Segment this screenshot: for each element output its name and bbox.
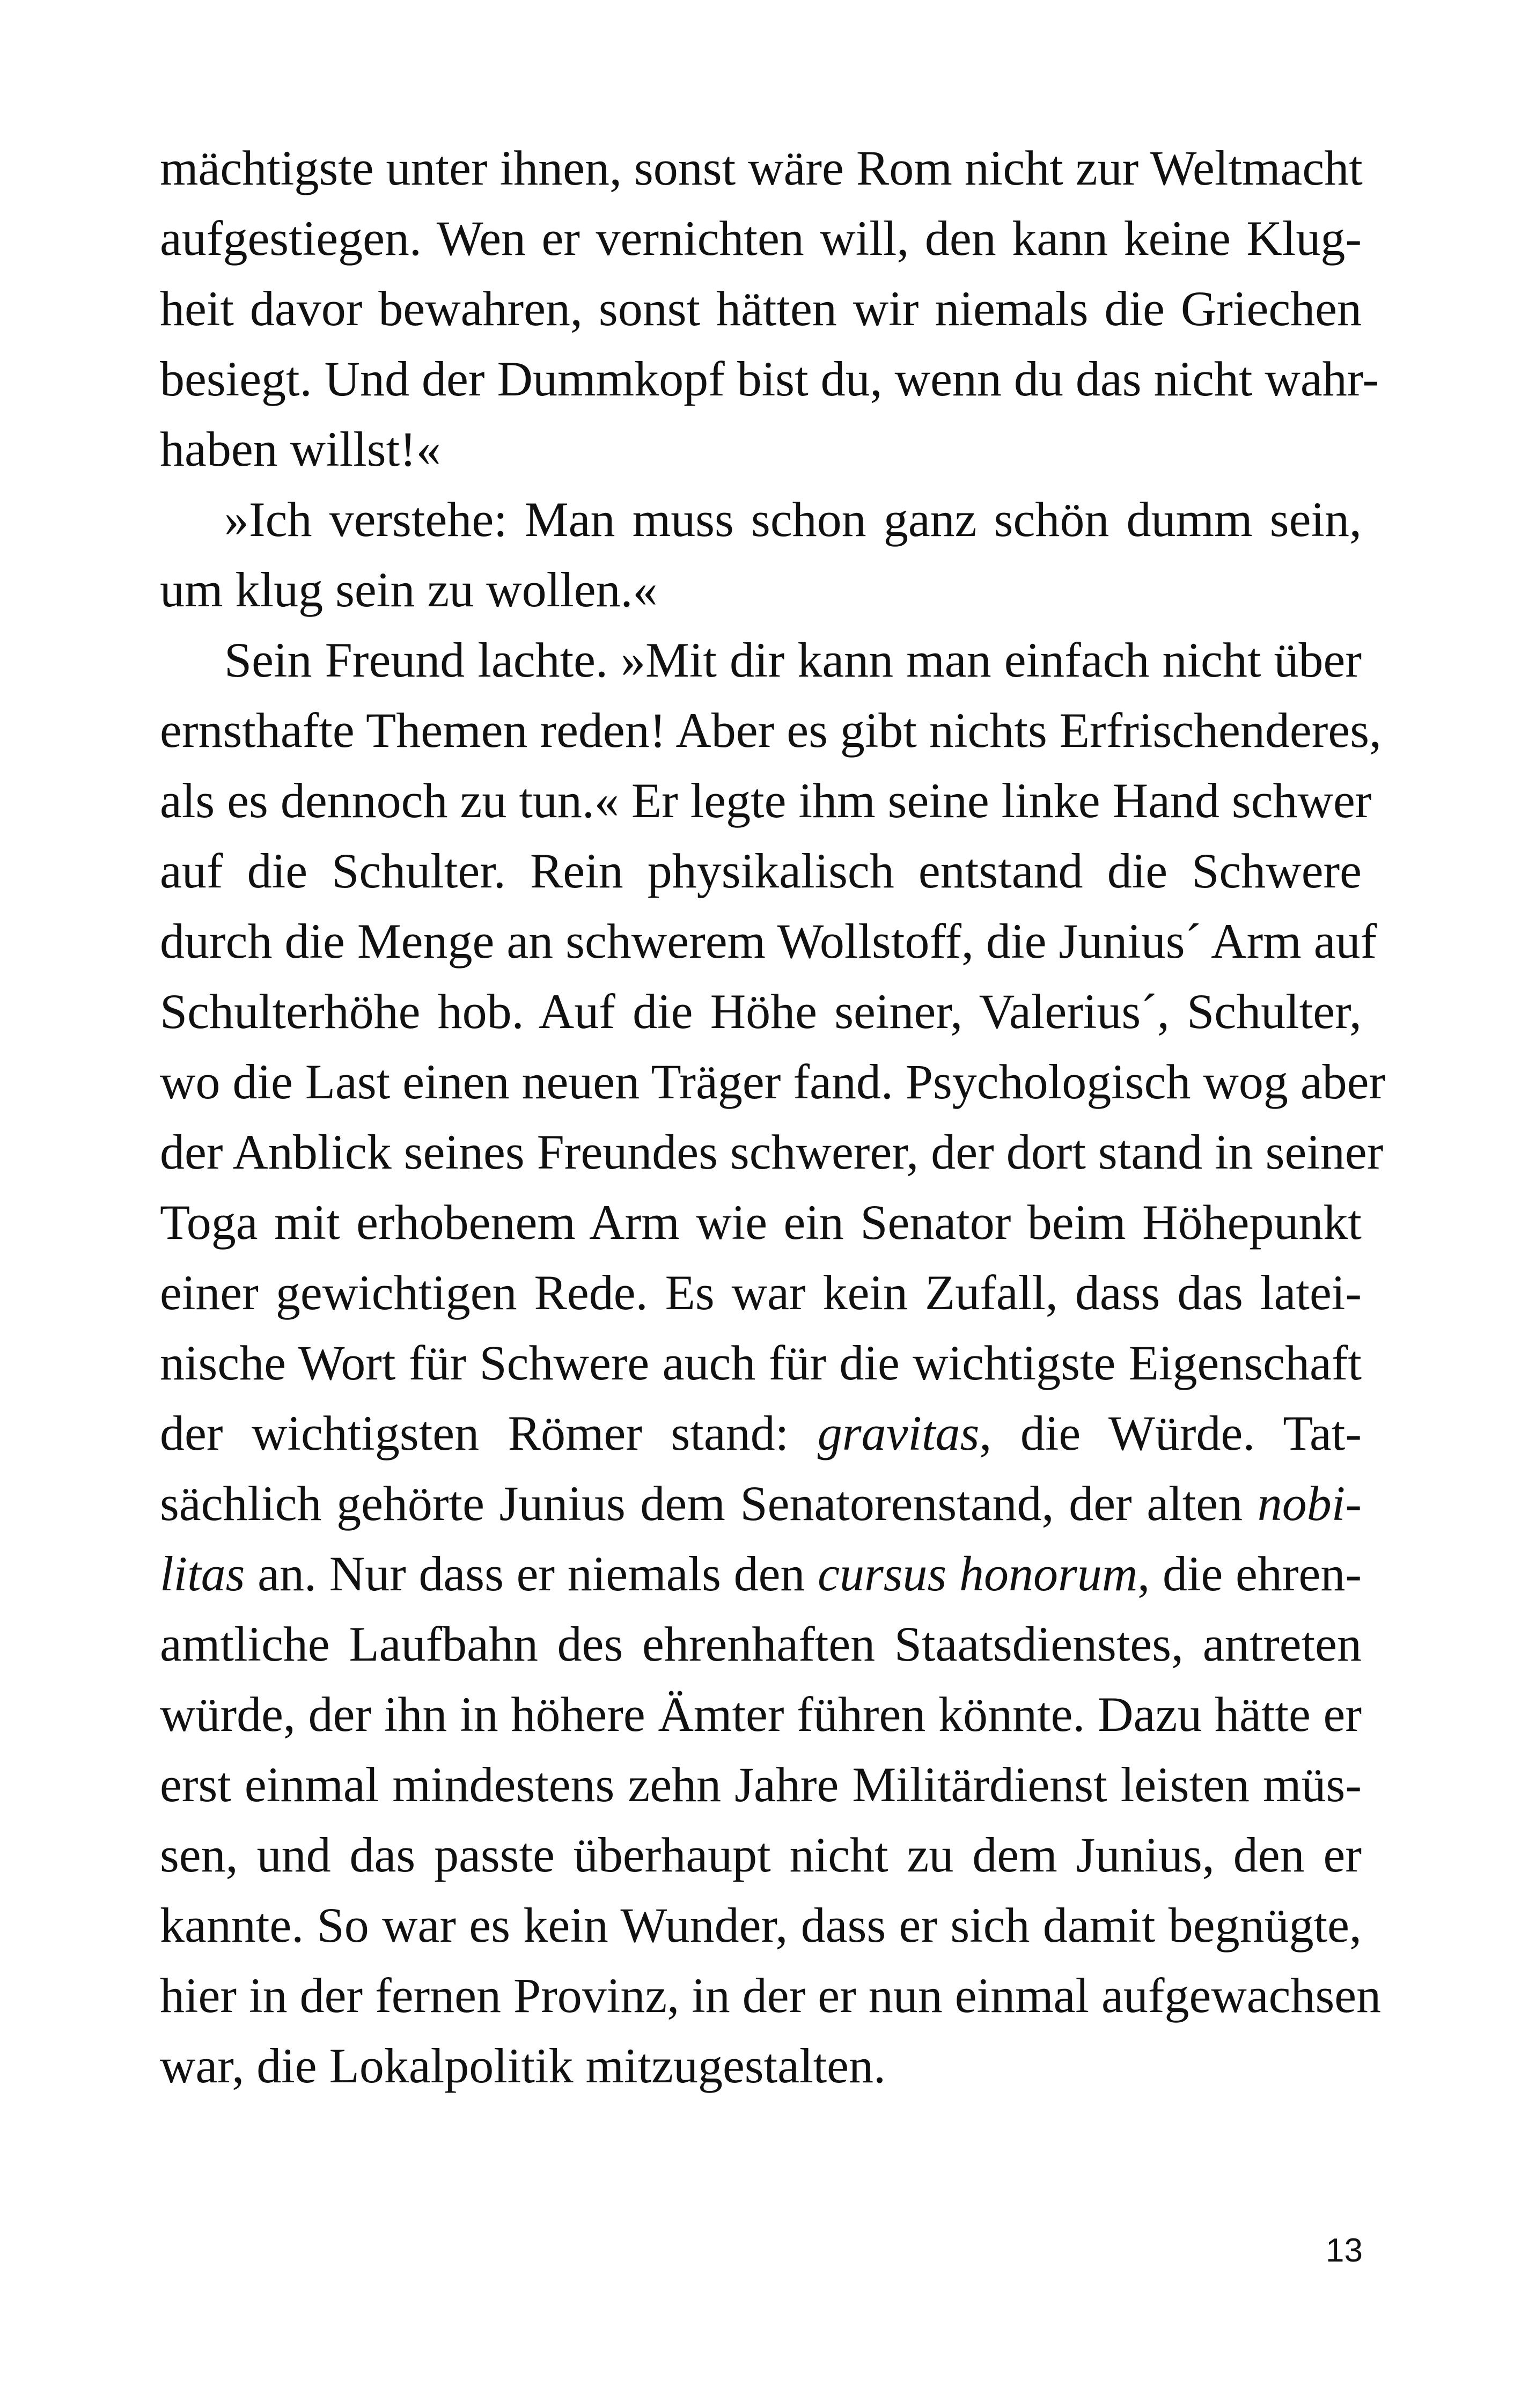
text-line: mächtigste unter ihnen, sonst wäre Rom nicht zur Weltmacht [160,141,1363,195]
text-line: kannte. So war es kein Wunder, dass er sich damit begnügte, [160,1898,1362,1952]
text-run: sächlich gehörte Junius dem Senatorenstand, der alten [160,1476,1258,1531]
text-run: , die ehren- [1137,1546,1362,1601]
italic-term: cursus honorum [818,1546,1138,1601]
text-line-mixed [160,1469,1362,1539]
text-line: nische Wort für Schwere auch für die wichtigste Eigenschaft [160,1335,1362,1390]
text-line: hier in der fernen Provinz, in der er nun einmal aufgewachsen [160,1968,1382,2023]
italic-term: gravitas [817,1406,980,1460]
text-line: auf die Schulter. Rein physikalisch entstand die Schwere [160,843,1362,898]
text-line: war, die Lokalpolitik mitzugestalten. [160,2038,886,2093]
page-number: 13 [1326,2232,1363,2269]
text-run: , die Würde. Tat- [979,1406,1362,1460]
text-line: Toga mit erhobenem Arm wie ein Senator beim Höhepunkt [160,1195,1362,1250]
text-line: amtliche Laufbahn des ehrenhaften Staatsdienstes, antreten [160,1617,1362,1671]
text-line: Schulterhöhe hob. Auf die Höhe seiner, Valerius´, Schulter, [160,984,1362,1039]
text-line: heit davor bewahren, sonst hätten wir niemals die Griechen [160,281,1362,336]
text-line: ernsthafte Themen reden! Aber es gibt nichts Erfrischenderes, [160,703,1382,758]
text-line: würde, der ihn in höhere Ämter führen könnte. Dazu hätte er [160,1687,1362,1742]
text-line: um klug sein zu wollen.« [160,562,658,617]
text-line: besiegt. Und der Dummkopf bist du, wenn du das nicht wahr- [160,351,1379,406]
italic-term: nobi- [1257,1476,1362,1531]
italic-term: litas [160,1546,245,1601]
text-run: der wichtigsten Römer stand: [160,1406,818,1460]
text-run: an. Nur dass er niemals den [245,1546,818,1601]
text-line: »Ich verstehe: Man muss schon ganz schön dumm sein, [224,492,1362,547]
text-line-mixed [160,1539,1362,1609]
text-line: einer gewichtigen Rede. Es war kein Zufall, dass das latei- [160,1265,1362,1320]
text-line: als es dennoch zu tun.« Er legte ihm seine linke Hand schwer [160,773,1372,828]
text-line-mixed [160,1398,1362,1469]
text-line: erst einmal mindestens zehn Jahre Militärdienst leisten müs- [160,1757,1362,1812]
text-line: aufgestiegen. Wen er vernichten will, den kann keine Klug- [160,211,1362,266]
text-line: sen, und das passte überhaupt nicht zu dem Junius, den er [160,1827,1362,1882]
text-line: Sein Freund lachte. »Mit dir kann man einfach nicht über [224,633,1362,687]
text-line: durch die Menge an schwerem Wollstoff, die Junius´ Arm auf [160,914,1377,968]
body-text [160,133,1386,2101]
text-line: haben willst!« [160,422,441,476]
text-line: der Anblick seines Freundes schwerer, der dort stand in seiner [160,1125,1384,1179]
text-line: wo die Last einen neuen Träger fand. Psychologisch wog aber [160,1054,1386,1109]
